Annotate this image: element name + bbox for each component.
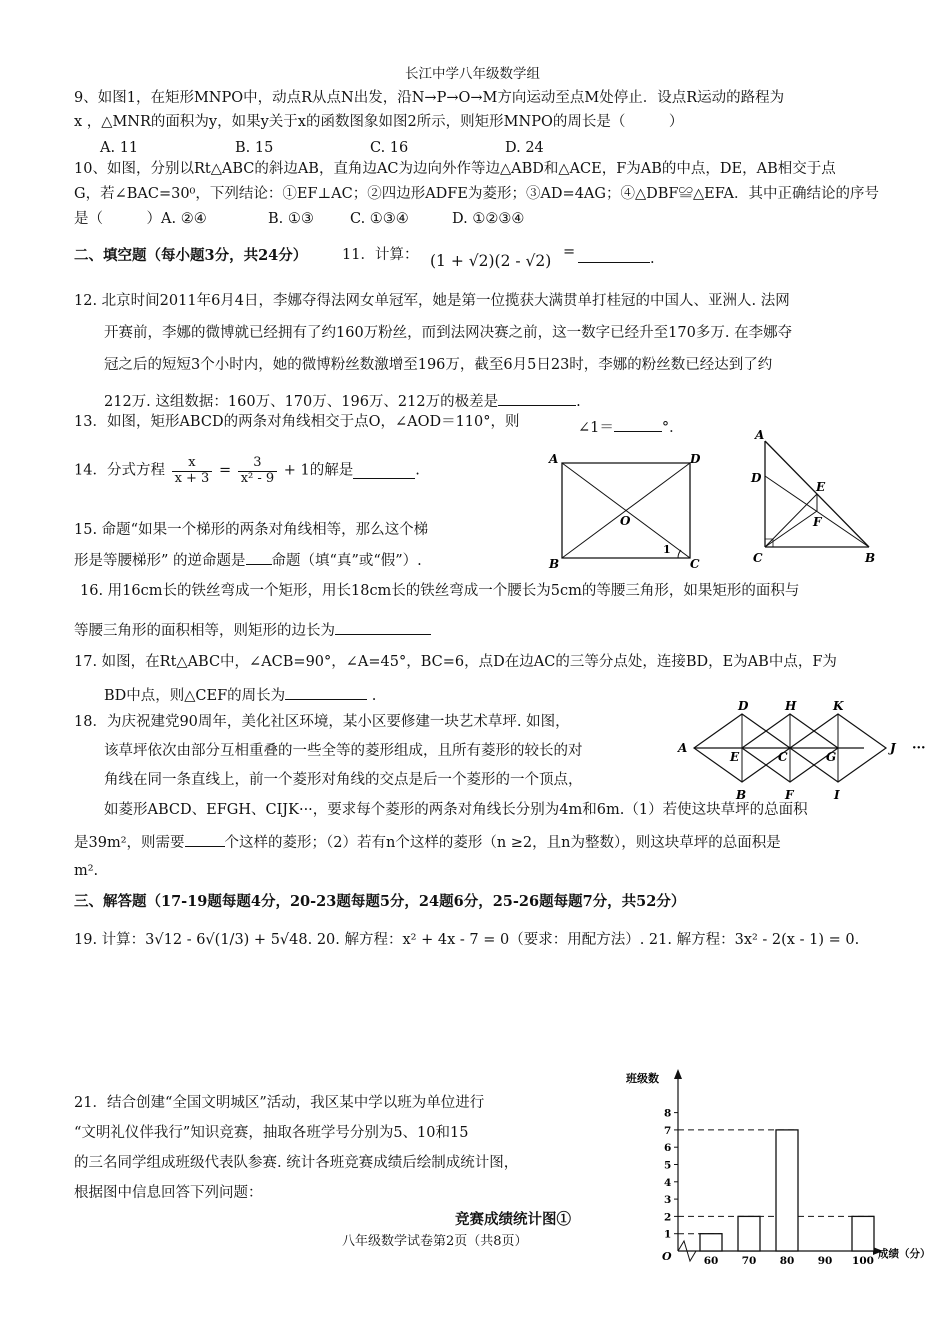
q14-eq: = bbox=[218, 462, 232, 479]
y-tick-label: 1 bbox=[664, 1228, 672, 1241]
label-angle-1: 1 bbox=[663, 543, 671, 556]
score-bar-chart bbox=[620, 1065, 950, 1265]
label-h: H bbox=[785, 699, 797, 713]
q16-answer-blank[interactable] bbox=[335, 620, 431, 635]
q18-line1: 18．为庆祝建党90周年，美化社区环境，某小区要修建一块艺术草坪. 如图， bbox=[74, 714, 570, 730]
label-c: C bbox=[753, 551, 763, 565]
q18-answer-blank-1[interactable] bbox=[185, 832, 225, 847]
q9-option-a: A. 11 bbox=[100, 140, 139, 156]
q21-eq: 3x² - 2(x - 1) = 0 bbox=[734, 932, 855, 948]
q10-line2: G，若∠BAC=30⁰，下列结论：①EF⊥AC；②四边形ADFE为菱形；③AD=4AG；④△DBF≌△EFA．其中正确结论的序号 bbox=[74, 186, 879, 202]
label-j: J bbox=[890, 741, 896, 755]
bar-80 bbox=[776, 1130, 798, 1251]
q18-line2: 该草坪依次由部分互相重叠的一些全等的菱形组成，且所有菱形的较长的对 bbox=[104, 743, 583, 759]
q13-angle-label: ∠1＝ bbox=[578, 420, 614, 436]
q21b-line2: “文明礼仪伴我行”知识竞赛，抽取各班学号分别为5、10和15 bbox=[74, 1125, 469, 1141]
y-axis-arrow bbox=[674, 1069, 682, 1079]
x-tick-label: 100 bbox=[852, 1255, 874, 1265]
q15-answer-blank[interactable] bbox=[246, 550, 272, 565]
label-b: B bbox=[865, 551, 876, 565]
bar-70 bbox=[738, 1216, 760, 1251]
q12-line4: 212万. 这组数据：160万、170万、196万、212万的极差是 . bbox=[104, 389, 581, 411]
q17-line2: BD中点，则△CEF的周长为 . bbox=[104, 685, 376, 705]
q9-line1: 9、如图1，在矩形MNPO中，动点R从点N出发，沿N→P→O→M方向运动至点M处停止．设点R运动的路程为 bbox=[74, 90, 785, 106]
y-tick-label: 8 bbox=[664, 1107, 672, 1120]
y-tick-label: 4 bbox=[664, 1176, 672, 1189]
q13-angle bbox=[578, 417, 684, 437]
q12-answer-blank[interactable] bbox=[498, 389, 576, 406]
y-axis-label: 班级数 bbox=[626, 1072, 659, 1085]
label-g: G bbox=[826, 750, 837, 764]
triangle-figure bbox=[745, 425, 885, 570]
q13-answer-blank[interactable] bbox=[614, 417, 662, 432]
q9-option-d: D. 24 bbox=[505, 140, 544, 156]
label-a: A bbox=[678, 741, 688, 755]
x-tick-label: 60 bbox=[703, 1255, 719, 1265]
q10-option-b: B. ①③ bbox=[268, 211, 314, 227]
rectangle-abcd-figure bbox=[540, 450, 710, 575]
label-a: A bbox=[549, 452, 559, 466]
q20-label: . 20. 解方程： bbox=[307, 932, 403, 948]
q18-line3: 角线在同一条直线上，前一个菱形对角线的交点是后一个菱形的一个顶点， bbox=[104, 772, 583, 788]
section3-title: 三、解答题（17-19题每题4分，20-23题每题5分，24题6分，25-26题每题7分，共52分） bbox=[74, 893, 686, 910]
q21-label: . 21. 解方程： bbox=[639, 932, 735, 948]
label-k: K bbox=[833, 699, 844, 713]
x-tick-label: 80 bbox=[779, 1255, 795, 1265]
label-o: O bbox=[620, 514, 631, 528]
q14-fraction-2: $\frac{3}{\text{x² - 9}}$ bbox=[238, 456, 277, 487]
q10-line1: 10、如图，分别以Rt△ABC的斜边AB，直角边AC为边向外作等边△ABD和△ACE，F为AB的中点，DE，AB相交于点 bbox=[74, 161, 836, 177]
q14-equation: 14．分式方程 $\frac{x}{x + 3}$ = $\frac{3}{\text{x² - 9}}$ + 1的解是 . bbox=[74, 455, 420, 486]
q9-line2: x ，△MNR的面积为y，如果y关于x的函数图象如图2所示，则矩形MNPO的周长是（ ） bbox=[74, 114, 684, 130]
q21b-line3: 的三名同学组成班级代表队参赛. 统计各班竞赛成绩后绘制成统计图， bbox=[74, 1155, 519, 1171]
y-tick-label: 3 bbox=[664, 1194, 672, 1207]
q17-line2-text: BD中点，则△CEF的周长为 bbox=[104, 688, 286, 704]
q11-answer-blank[interactable]: . bbox=[578, 246, 655, 268]
q19-q20-q21-line: 19. 计算：3√12 - 6√(1/3) + 5√48. 20. 解方程：x² + 4x - 7 = 0（要求：用配方法）. 21. 解方程：3x² - 2(x - 1) = 0. bbox=[74, 932, 860, 948]
angle-1-arc bbox=[678, 550, 681, 558]
q10-option-c: C. ①③④ bbox=[350, 211, 409, 227]
y-tick-label: 6 bbox=[664, 1142, 672, 1155]
label-i: I bbox=[834, 788, 840, 802]
label-d: D bbox=[738, 699, 749, 713]
bar-100 bbox=[852, 1216, 874, 1251]
label-d: D bbox=[690, 452, 701, 466]
q17-answer-blank[interactable] bbox=[285, 685, 367, 700]
rhombus-chain-figure bbox=[672, 697, 937, 803]
y-tick-label: 2 bbox=[664, 1211, 672, 1224]
q19-label: 19. 计算： bbox=[74, 932, 146, 948]
y-tick-label: 7 bbox=[664, 1124, 672, 1137]
q18-line4: 如菱形ABCD、EFGH、CIJK···，要求每个菱形的两条对角线长分别为4m和6m.（1）若使这块草坪的总面积 bbox=[104, 802, 808, 818]
label-a: A bbox=[755, 428, 765, 442]
q14-fraction-1: $\frac{x}{x + 3}$ bbox=[172, 456, 213, 487]
q11-label: 11．计算： bbox=[342, 247, 419, 263]
x-tick-label: 90 bbox=[817, 1255, 833, 1265]
q17-line1: 17. 如图，在Rt△ABC中，∠ACB=90°，∠A=45°，BC=6，点D在边AC的三等分点处，连接BD，E为AB中点，F为 bbox=[74, 654, 837, 670]
page-header: 长江中学八年级数学组 bbox=[405, 66, 540, 82]
q18-line5 bbox=[74, 832, 781, 852]
q13-degree: °． bbox=[661, 420, 684, 436]
label-dots: ··· bbox=[912, 741, 926, 756]
q16-line2 bbox=[74, 620, 431, 640]
q10-option-d: D. ①②③④ bbox=[452, 211, 525, 227]
q16-line1: 16. 用16cm长的铁丝弯成一个矩形，用长18cm长的铁丝弯成一个腰长为5cm的等腰三角形，如果矩形的面积与 bbox=[80, 583, 800, 599]
origin-label: O bbox=[662, 1250, 672, 1263]
label-e: E bbox=[816, 480, 826, 494]
chart-caption: 竞赛成绩统计图① bbox=[455, 1211, 571, 1228]
y-tick-label: 5 bbox=[664, 1159, 672, 1172]
q12-line3: 冠之后的短短3个小时内，她的微博粉丝数激增至196万，截至6月5日23时，李娜的粉丝数已经达到了约 bbox=[104, 357, 773, 373]
label-e: E bbox=[730, 750, 740, 764]
q10-line3-a: 是（ ）A. ②④ bbox=[74, 211, 207, 227]
q11-expr: (1 + √2)(2 - √2) bbox=[430, 252, 552, 270]
q21b-line1: 21．结合创建“全国文明城区”活动，我区某中学以班为单位进行 bbox=[74, 1095, 485, 1111]
x-tick-label: 70 bbox=[741, 1255, 757, 1265]
q11-equals: = bbox=[563, 244, 576, 260]
q20-note: （要求：用配方法） bbox=[509, 932, 640, 948]
x-axis-label: 成绩（分） bbox=[878, 1248, 931, 1260]
q14-suffix: + 1的解是 bbox=[283, 462, 354, 479]
q15-line2 bbox=[74, 550, 422, 570]
q18-line6: m². bbox=[74, 863, 99, 879]
section2-title: 二、填空题（每小题3分，共24分） bbox=[74, 247, 308, 264]
q12-line4-text: 212万. 这组数据：160万、170万、196万、212万的极差是 bbox=[104, 394, 499, 410]
label-f: F bbox=[785, 788, 794, 802]
q18-line5-b: 个这样的菱形；（2）若有n个这样的菱形（n ≥2，且n为整数），则这块草坪的总面积是 bbox=[224, 835, 781, 851]
q12-line2: 开赛前，李娜的微博就已经拥有了约160万粉丝，而到法网决赛之前，这一数字已经升至170多万. 在李娜夺 bbox=[104, 325, 793, 341]
q9-option-b: B. 15 bbox=[235, 140, 274, 156]
q18-line5-a: 是39m²，则需要 bbox=[74, 835, 185, 851]
page-footer: 八年级数学试卷第2页（共8页） bbox=[342, 1234, 528, 1249]
q14-answer-blank[interactable] bbox=[353, 464, 415, 479]
q13-text: 13．如图，矩形ABCD的两条对角线相交于点O，∠AOD＝110°，则 bbox=[74, 414, 520, 430]
q15-line2-a: 形是等腰梯形” 的逆命题是 bbox=[74, 553, 246, 569]
q9-option-c: C. 16 bbox=[370, 140, 409, 156]
label-b: B bbox=[736, 788, 747, 802]
q16-line2-text: 等腰三角形的面积相等，则矩形的边长为 bbox=[74, 623, 335, 639]
bar-60 bbox=[700, 1234, 722, 1251]
q20-eq: x² + 4x - 7 = 0 bbox=[402, 932, 510, 948]
q15-line1: 15. 命题“如果一个梯形的两条对角线相等，那么这个梯 bbox=[74, 522, 429, 538]
label-d: D bbox=[751, 471, 762, 485]
q19-expr: 3√12 - 6√(1/3) + 5√48 bbox=[145, 932, 308, 948]
label-c: C bbox=[690, 557, 700, 571]
q15-line2-b: 命题（填“真”或“假”）. bbox=[271, 553, 422, 569]
label-c: C bbox=[778, 750, 788, 764]
label-f: F bbox=[813, 515, 822, 529]
label-b: B bbox=[549, 557, 560, 571]
q14-prefix: 14．分式方程 bbox=[74, 462, 165, 479]
q12-line1: 12. 北京时间2011年6月4日，李娜夺得法网女单冠军，她是第一位揽获大满贯单打桂冠的中国人、亚洲人. 法网 bbox=[74, 293, 790, 309]
q21b-line4: 根据图中信息回答下列问题： bbox=[74, 1185, 263, 1201]
